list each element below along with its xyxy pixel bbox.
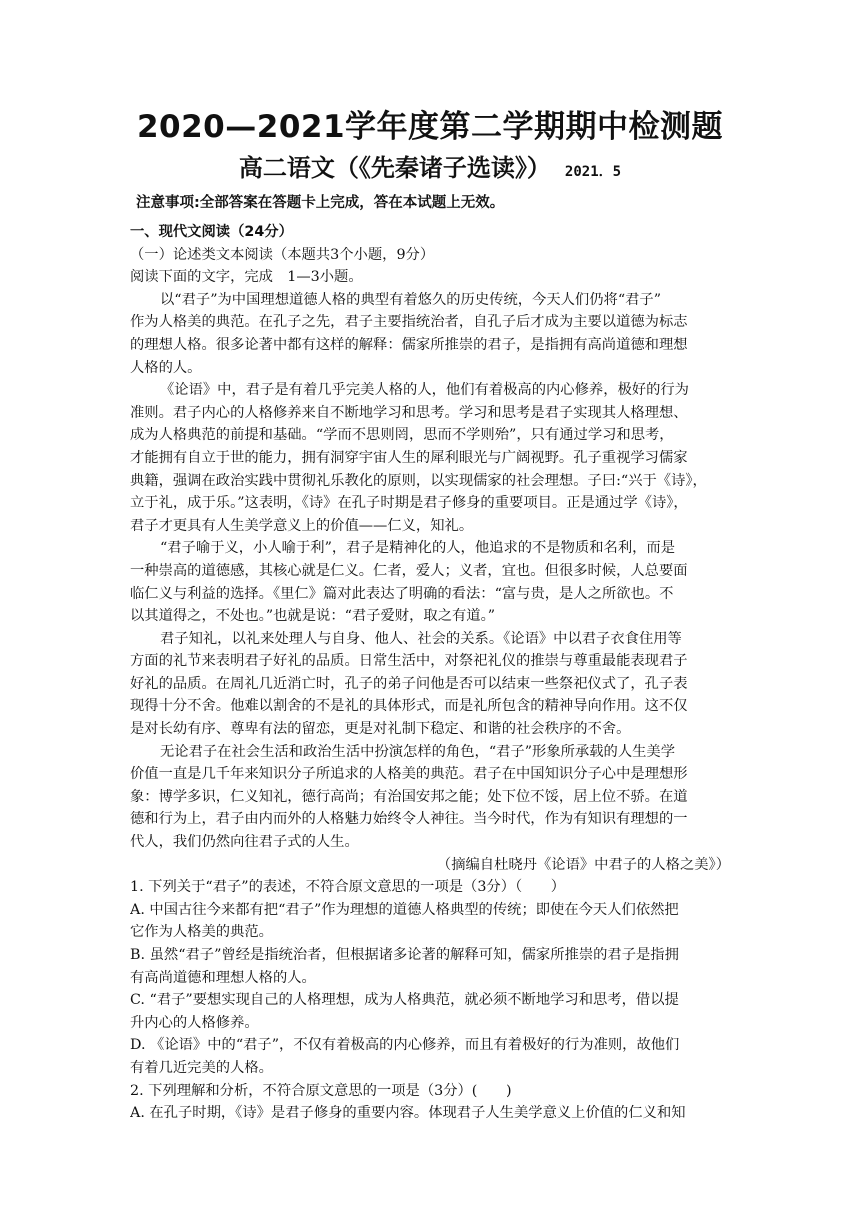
text-line: 无论君子在社会生活和政治生活中扮演怎样的角色，“君子”形象所承载的人生美学 bbox=[160, 743, 676, 760]
text-line: 现得十分不舍。他难以割舍的不是礼的具体形式，而是礼所包含的精神导向作用。这不仅 bbox=[130, 698, 688, 715]
text-line: 典籍，强调在政治实践中贯彻礼乐教化的原则，以实现儒家的社会理想。子曰:“兴于《诗》， bbox=[130, 472, 707, 489]
text-line: （摘编自杜晓丹《论语》中君子的人格之美》） bbox=[436, 856, 730, 873]
text-line: 人格的人。 bbox=[130, 359, 202, 376]
text-line: 升内心的人格修养。 bbox=[130, 1014, 259, 1031]
exam-body bbox=[130, 221, 730, 1125]
text-line: 以“君子”为中国理想道德人格的典型有着悠久的历史传统，今天人们仍将“君子” bbox=[160, 291, 662, 308]
text-line: C. “君子”要想实现自己的人格理想，成为人格典范，就必须不断地学习和思考，借以提 bbox=[130, 992, 679, 1009]
text-line: 1. 下列关于“君子”的表述，不符合原文意思的一项是（3分）（ ） bbox=[130, 879, 566, 896]
text-line: 一种崇高的道德感，其核心就是仁义。仁者，爱人；义者，宜也。但很多时候，人总要面 bbox=[130, 562, 688, 579]
text-line: 准则。君子内心的人格修养来自不断地学习和思考。学习和思考是君子实现其人格理想、 bbox=[130, 404, 688, 421]
exam-date: 2021．5 bbox=[564, 164, 622, 180]
text-line: 的理想人格。很多论著中都有这样的解释：儒家所推崇的君子，是指拥有高尚道德和理想 bbox=[130, 336, 688, 353]
text-line: 以其道得之，不处也。”也就是说：“君子爱财，取之有道。” bbox=[130, 608, 496, 625]
notice-text: 注意事项:全部答案在答题卡上完成，答在本试题上无效。 bbox=[136, 195, 505, 211]
text-line: 方面的礼节来表明君子好礼的品质。日常生活中，对祭祀礼仪的推崇与尊重最能表现君子 bbox=[130, 653, 688, 670]
text-line: 价值一直是几千年来知识分子所追求的人格美的典范。君子在中国知识分子心中是理想形 bbox=[130, 766, 688, 783]
text-line: “君子喻于义，小人喻于利”，君子是精神化的人，他追求的不是物质和名利，而是 bbox=[160, 540, 676, 557]
text-line: 阅读下面的文字，完成 1—3小题。 bbox=[130, 269, 363, 286]
text-line: D. 《论语》中的“君子”，不仅有着极高的内心修养，而且有着极好的行为准则，故他们 bbox=[130, 1037, 680, 1054]
subject-label: 高二语文（《先秦诸子选读》） bbox=[238, 154, 551, 182]
text-line: 成为人格典范的前提和基础。“学而不思则罔，思而不学则殆”，只有通过学习和思考， bbox=[130, 427, 674, 444]
text-line: 好礼的品质。在周礼几近消亡时，孔子的弟子问他是否可以结束一些祭祀仪式了，孔子表 bbox=[130, 675, 688, 692]
text-line: 才能拥有自立于世的能力，拥有洞穿宇宙人生的犀利眼光与广阔视野。孔子重视学习儒家 bbox=[130, 449, 688, 466]
text-line: 君子才更具有人生美学意义上的价值——仁义，知礼。 bbox=[130, 517, 474, 534]
exam-subtitle bbox=[0, 148, 860, 183]
text-line: （一）论述类文本阅读（本题共3个小题，9分） bbox=[130, 246, 435, 263]
text-line: 德和行为上，君子由内而外的人格魅力始终令人神往。当今时代，作为有知识有理想的一 bbox=[130, 811, 688, 828]
text-line: 作为人格美的典范。在孔子之先，君子主要指统治者，自孔子后才成为主要以道德为标志 bbox=[130, 314, 688, 331]
text-line: 立于礼，成于乐。”这表明，《诗》在孔子时期是君子修身的重要项目。正是通过学《诗》， bbox=[130, 495, 688, 512]
text-line: 2. 下列理解和分析，不符合原文意思的一项是（3分）( ) bbox=[130, 1082, 512, 1099]
text-line: A. 在孔子时期，《诗》是君子修身的重要内容。体现君子人生美学意义上价值的仁义和知 bbox=[130, 1105, 686, 1122]
text-line: 是对长幼有序、尊卑有法的留恋，更是对礼制下稳定、和谐的社会秩序的不舍。 bbox=[130, 721, 631, 738]
text-line: B. 虽然“君子”曾经是指统治者，但根据诸多论著的解释可知，儒家所推崇的君子是指拥 bbox=[130, 947, 679, 963]
text-line: 君子知礼，以礼来处理人与自身、他人、社会的关系。《论语》中以君子衣食住用等 bbox=[160, 630, 682, 647]
text-line: A. 中国古往今来都有把“君子”作为理想的道德人格典型的传统；即使在今天人们依然把 bbox=[130, 901, 679, 918]
text-line: 代人，我们仍然向往君子式的人生。 bbox=[130, 834, 359, 851]
text-line: 《论语》中，君子是有着几乎完美人格的人，他们有着极高的内心修养，极好的行为 bbox=[160, 382, 689, 399]
text-line: 一、现代文阅读（24分） bbox=[130, 224, 293, 240]
text-line: 它作为人格美的典范。 bbox=[130, 924, 273, 941]
text-line: 有着几近完美的人格。 bbox=[130, 1059, 273, 1076]
text-line: 象：博学多识，仁义知礼，德行高尚；有治国安邦之能；处下位不馁，居上位不骄。在道 bbox=[130, 788, 688, 805]
exam-title: 2020—2021学年度第二学期期中检测题 bbox=[136, 109, 724, 145]
text-line: 临仁义与利益的选择。《里仁》篇对此表达了明确的看法：“富与贵，是人之所欲也。不 bbox=[130, 585, 674, 602]
text-line: 有高尚道德和理想人格的人。 bbox=[130, 969, 316, 986]
